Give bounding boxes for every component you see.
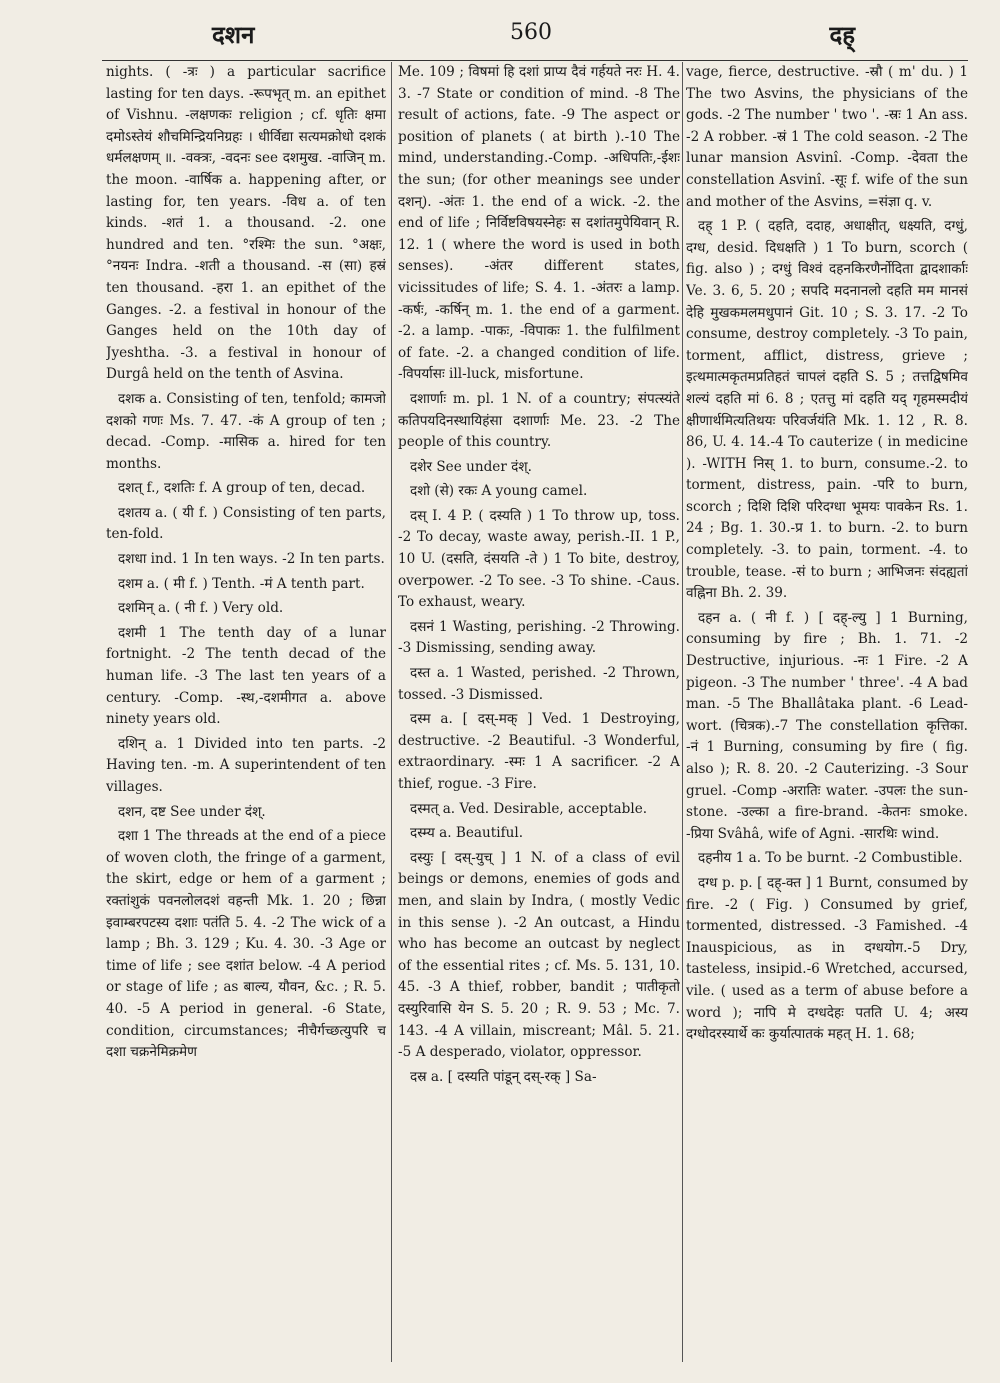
entry-dasha: दशा 1 The threads at the end of a piece of woven cloth, the fringe of a garment, the skirt, edge or hem of a garment ; रक्तांशुकं पवनलोलदशं वहन्ती Mk. 1. 20 ; छिन्ना इवाम्बरपटस्य दशाः पतंति 5. 4. -2 The wick of a lamp ; Bh. 3. 129 ; Ku. 4. 30. -3 Age or time of life ; see दशांत below. -4 A period or stage of life ; as बाल्य, यौवन, &c. ; R. 5. 40. -5 A period in general. -6 State, condition, circumstances; नीचैर्गच्छत्युपरि च दशा चक्रनेमिक्रमेण bbox=[106, 828, 386, 1061]
entry-dasmat: दस्मत् a. Ved. Desirable, acceptable. bbox=[410, 800, 648, 817]
column-2 bbox=[398, 62, 680, 1362]
page-number: 560 bbox=[510, 20, 552, 45]
entry-dahana: दहन a. ( नी f. ) [ दह्-ल्यु ] 1 Burning, consuming by fire ; Bh. 1. 71. -2 Destructive, injurious. -नः 1 Fire. -2 A pigeon. -3 The number ' three'. -4 A bad man. -5 The Bhallâtaka plant. -6 Lead-wort. (चित्रक).-7 The constellation कृत्तिका. -नं 1 Burning, consuming by fire ( fig. also ); R. 8. 20. -2 Cauterizing. -3 Sour gruel. -Comp -अरातिः water. -उपलः the sun-stone. -उल्का a fire-brand. -केतनः smoke. -प्रिया Svâhâ, wife of Agni. -सारथिः wind. bbox=[686, 609, 968, 842]
entry-dashana: दशन, दष्ट See under दंश्. bbox=[118, 803, 266, 820]
entry-dashami: दशमी 1 The tenth day of a lunar fortnight. -2 The tenth decad of the human life. -3 The last ten years of a century. -Comp. -स्थ,-दशमीगत a. above ninety years old. bbox=[106, 624, 386, 728]
entry-dasharna: दशार्णाः m. pl. 1 N. of a country; संपत्स्यंते कतिपयदिनस्थायिहंसा दशार्णाः Me. 23. -2 The people of this country. bbox=[398, 390, 680, 451]
entry-continuation: vage, fierce, destructive. -स्रौ ( m' du. ) 1 The two Asvins, the physicians of the gods. -2 The number ' two '. -स्रः 1 An ass. -2 A robber. -स्रं 1 The cold season. -2 The lunar mansion Asvinî. -Comp. -देवता the constellation Asvinî. -सूः f. wife of the sun and mother of the Asvins, =संज्ञा q. v. bbox=[686, 64, 968, 210]
header-rule bbox=[102, 60, 968, 61]
entry-dagdha: दग्ध p. p. [ दह्-क्त ] 1 Burnt, consumed by fire. -2 ( Fig. ) Consumed by grief, tormented, distressed. -3 Famished. -4 Inauspicious, as in दग्धयोग.-5 Dry, tasteless, insipid.-6 Wretched, accursed, vile. ( used as a term of abuse before a word ); नापि मे दग्धदेहः पतति U. 4; अस्य दग्धोदरस्यार्थे कः कुर्यात्पातकं महत् H. 1. 68; bbox=[686, 874, 968, 1043]
column-3 bbox=[686, 62, 968, 1362]
entry-continuation: nights. ( -त्रः ) a particular sacrifice lasting for ten days. -रूपभृत् m. an epithet of Vishnu. -लक्षणकः religion ; cf. धृतिः क्षमा दमोऽस्तेयं शौचमिन्द्रियनिग्रहः । धीर्विद्या सत्यमक्रोधो दशकं धर्मलक्षणम् ॥. -वक्त्रः, -वदनः see दशमुख. -वाजिन् m. the moon. -वार्षिक a. happening after, or lasting for, ten years. -विध a. of ten kinds. -शतं 1. a thousand. -2. one hundred and ten. °रश्मिः the sun. °अक्षः, °नयनः Indra. -शती a thousand. -स (सा) हस्रं ten thousand. -हरा 1. an epithet of the Ganges. -2. a festival in honour of the Ganges held on the 10th day of Jyeshtha. -3. a festival in honour of Durgâ held on the tenth of Asvina. bbox=[106, 64, 386, 383]
entry-dashera: दशेर See under दंश्. bbox=[410, 458, 532, 475]
entry-dashataya: दशतय a. ( यी f. ) Consisting of ten parts, ten-fold. bbox=[106, 504, 386, 543]
entry-dasana: दसनं 1 Wasting, perishing. -2 Throwing. -3 Dismissing, sending away. bbox=[398, 618, 680, 657]
entry-dasheraka: दशो (से) रकः A young camel. bbox=[410, 483, 588, 500]
entry-dasyu: दस्युः [ दस्-युच् ] 1 N. of a class of evil beings or demons, enemies of gods and men, and slain by Indra, ( mostly Vedic in this sense ). -2 An outcast, a Hindu who has become an outcast by neglect of the essential rites ; cf. Ms. 5. 131, 10. 45. -3 A thief, robber, bandit ; पातीकृतो दस्युरिवासि येन S. 5. 20 ; R. 9. 53 ; Mc. 7. 143. -4 A villain, miscreant; Mâl. 5. 21. -5 A desperado, violator, oppressor. bbox=[398, 849, 680, 1061]
column-1 bbox=[106, 62, 386, 1362]
entry-dasma: दस्म a. [ दस्-मक् ] Ved. 1 Destroying, destructive. -2 Beautiful. -3 Wonderful, extraordinary. -स्मः 1 A sacrificer. -2 A thief, rogue. -3 Fire. bbox=[398, 711, 680, 792]
entry-dashadha: दशधा ind. 1 In ten ways. -2 In ten parts. bbox=[118, 551, 385, 568]
left-running-headword: दशन bbox=[212, 20, 255, 49]
entry-dashin: दशिन् a. 1 Divided into ten parts. -2 Having ten. -m. A superintendent of ten villages. bbox=[106, 735, 386, 795]
entry-dasta: दस्त a. 1 Wasted, perished. -2 Thrown, tossed. -3 Dismissed. bbox=[398, 665, 680, 703]
entry-dah: दह् 1 P. ( दहति, ददाह, अधाक्षीत्, धक्ष्यति, दग्धुं, दग्ध, desid. दिधक्षति ) 1 To burn, scorch ( fig. also ) ; दग्धुं विश्वं दहनकिरणैर्नोदिता द्वादशार्काः Ve. 3. 6, 5. 20 ; सपदि मदनानलो दहति मम मानसं देहि मुखकमलमधुपानं Git. 10 ; S. 3. 17. -2 To consume, destroy completely. -3 To pain, torment, afflict, distress, grieve ; इत्थमात्मकृतमप्रतिहतं चापलं दहति S. 5 ; तत्तद्विषमिव शल्यं दहति मां 6. 8 ; एतत्तु मां दहति यद् गृहमस्मदीयं क्षीणार्थमित्यतिथयः परिवर्जयंति Mk. 1. 12 , R. 8. 86, U. 4. 14.-4 To cauterize ( in medicine ). -WITH निस् 1. to burn, consume.-2. to torment, distress, pain. -परि to burn, scorch ; दिशि दिशि परिदग्धा भूमयः पावकेन Rs. 1. 24 ; Bg. 1. 30.-प्र 1. to burn. -2. to burn completely. -3. to pain, torment. -4. to trouble, tease. -सं to burn ; आभिजनः संदह्यतां वह्निना Bh. 2. 39. bbox=[686, 218, 968, 602]
entry-dashaka: दशक a. Consisting of ten, tenfold; कामजो दशको गणः Ms. 7. 47. -कं A group of ten ; decad. -Comp. -मासिक a. hired for ten months. bbox=[106, 390, 386, 472]
entry-continuation: Me. 109 ; विषमां हि दशां प्राप्य दैवं गर्हयते नरः H. 4. 3. -7 State or condition of mind. -8 The result of actions, fate. -9 The aspect or position of planets ( at birth ).-10 The mind, understanding.-Comp. -अधिपतिः,-ईशः the sun; (for other meanings see under दशन्). -अंतः 1. the end of a wick. -2. the end of life ; निर्विष्टविषयस्नेहः स दशांतमुपेयिवान् R. 12. 1 ( where the word is used in both senses). -अंतर different states, vicissitudes of life; S. 4. 1. -अंतरः a lamp. -कर्षः, -कर्षिन् m. 1. the end of a garment. -2. a lamp. -पाकः, -विपाकः 1. the fulfilment of fate. -2. a changed condition of life. -विपर्यासः ill-luck, misfortune. bbox=[398, 64, 680, 383]
entry-dasmya: दस्म्य a. Beautiful. bbox=[410, 825, 524, 842]
entry-dashat: दशत् f., दशतिः f. A group of ten, decad. bbox=[118, 480, 366, 497]
entry-dahaniya: दहनीय 1 a. To be burnt. -2 Combustible. bbox=[698, 850, 963, 867]
column-divider bbox=[682, 62, 683, 1362]
right-running-headword: दह् bbox=[829, 20, 855, 49]
entry-das: दस् I. 4 P. ( दस्यति ) 1 To throw up, toss. -2 To decay, waste away, perish.-II. 1 P., 10 U. (दसति, दंसयति -ते ) 1 To bite, destroy, overpower. -2 To see. -3 To shine. -Caus. To exhaust, weary. bbox=[398, 507, 680, 611]
dictionary-columns bbox=[102, 62, 970, 1362]
entry-dashamin: दशमिन् a. ( नी f. ) Very old. bbox=[118, 600, 284, 617]
column-divider bbox=[391, 62, 392, 1362]
entry-dashama: दशम a. ( मी f. ) Tenth. -मं A tenth part. bbox=[118, 575, 365, 592]
entry-dasra: दस्र a. [ दस्यति पांडून् दस्-रक् ] Sa- bbox=[410, 1068, 597, 1085]
